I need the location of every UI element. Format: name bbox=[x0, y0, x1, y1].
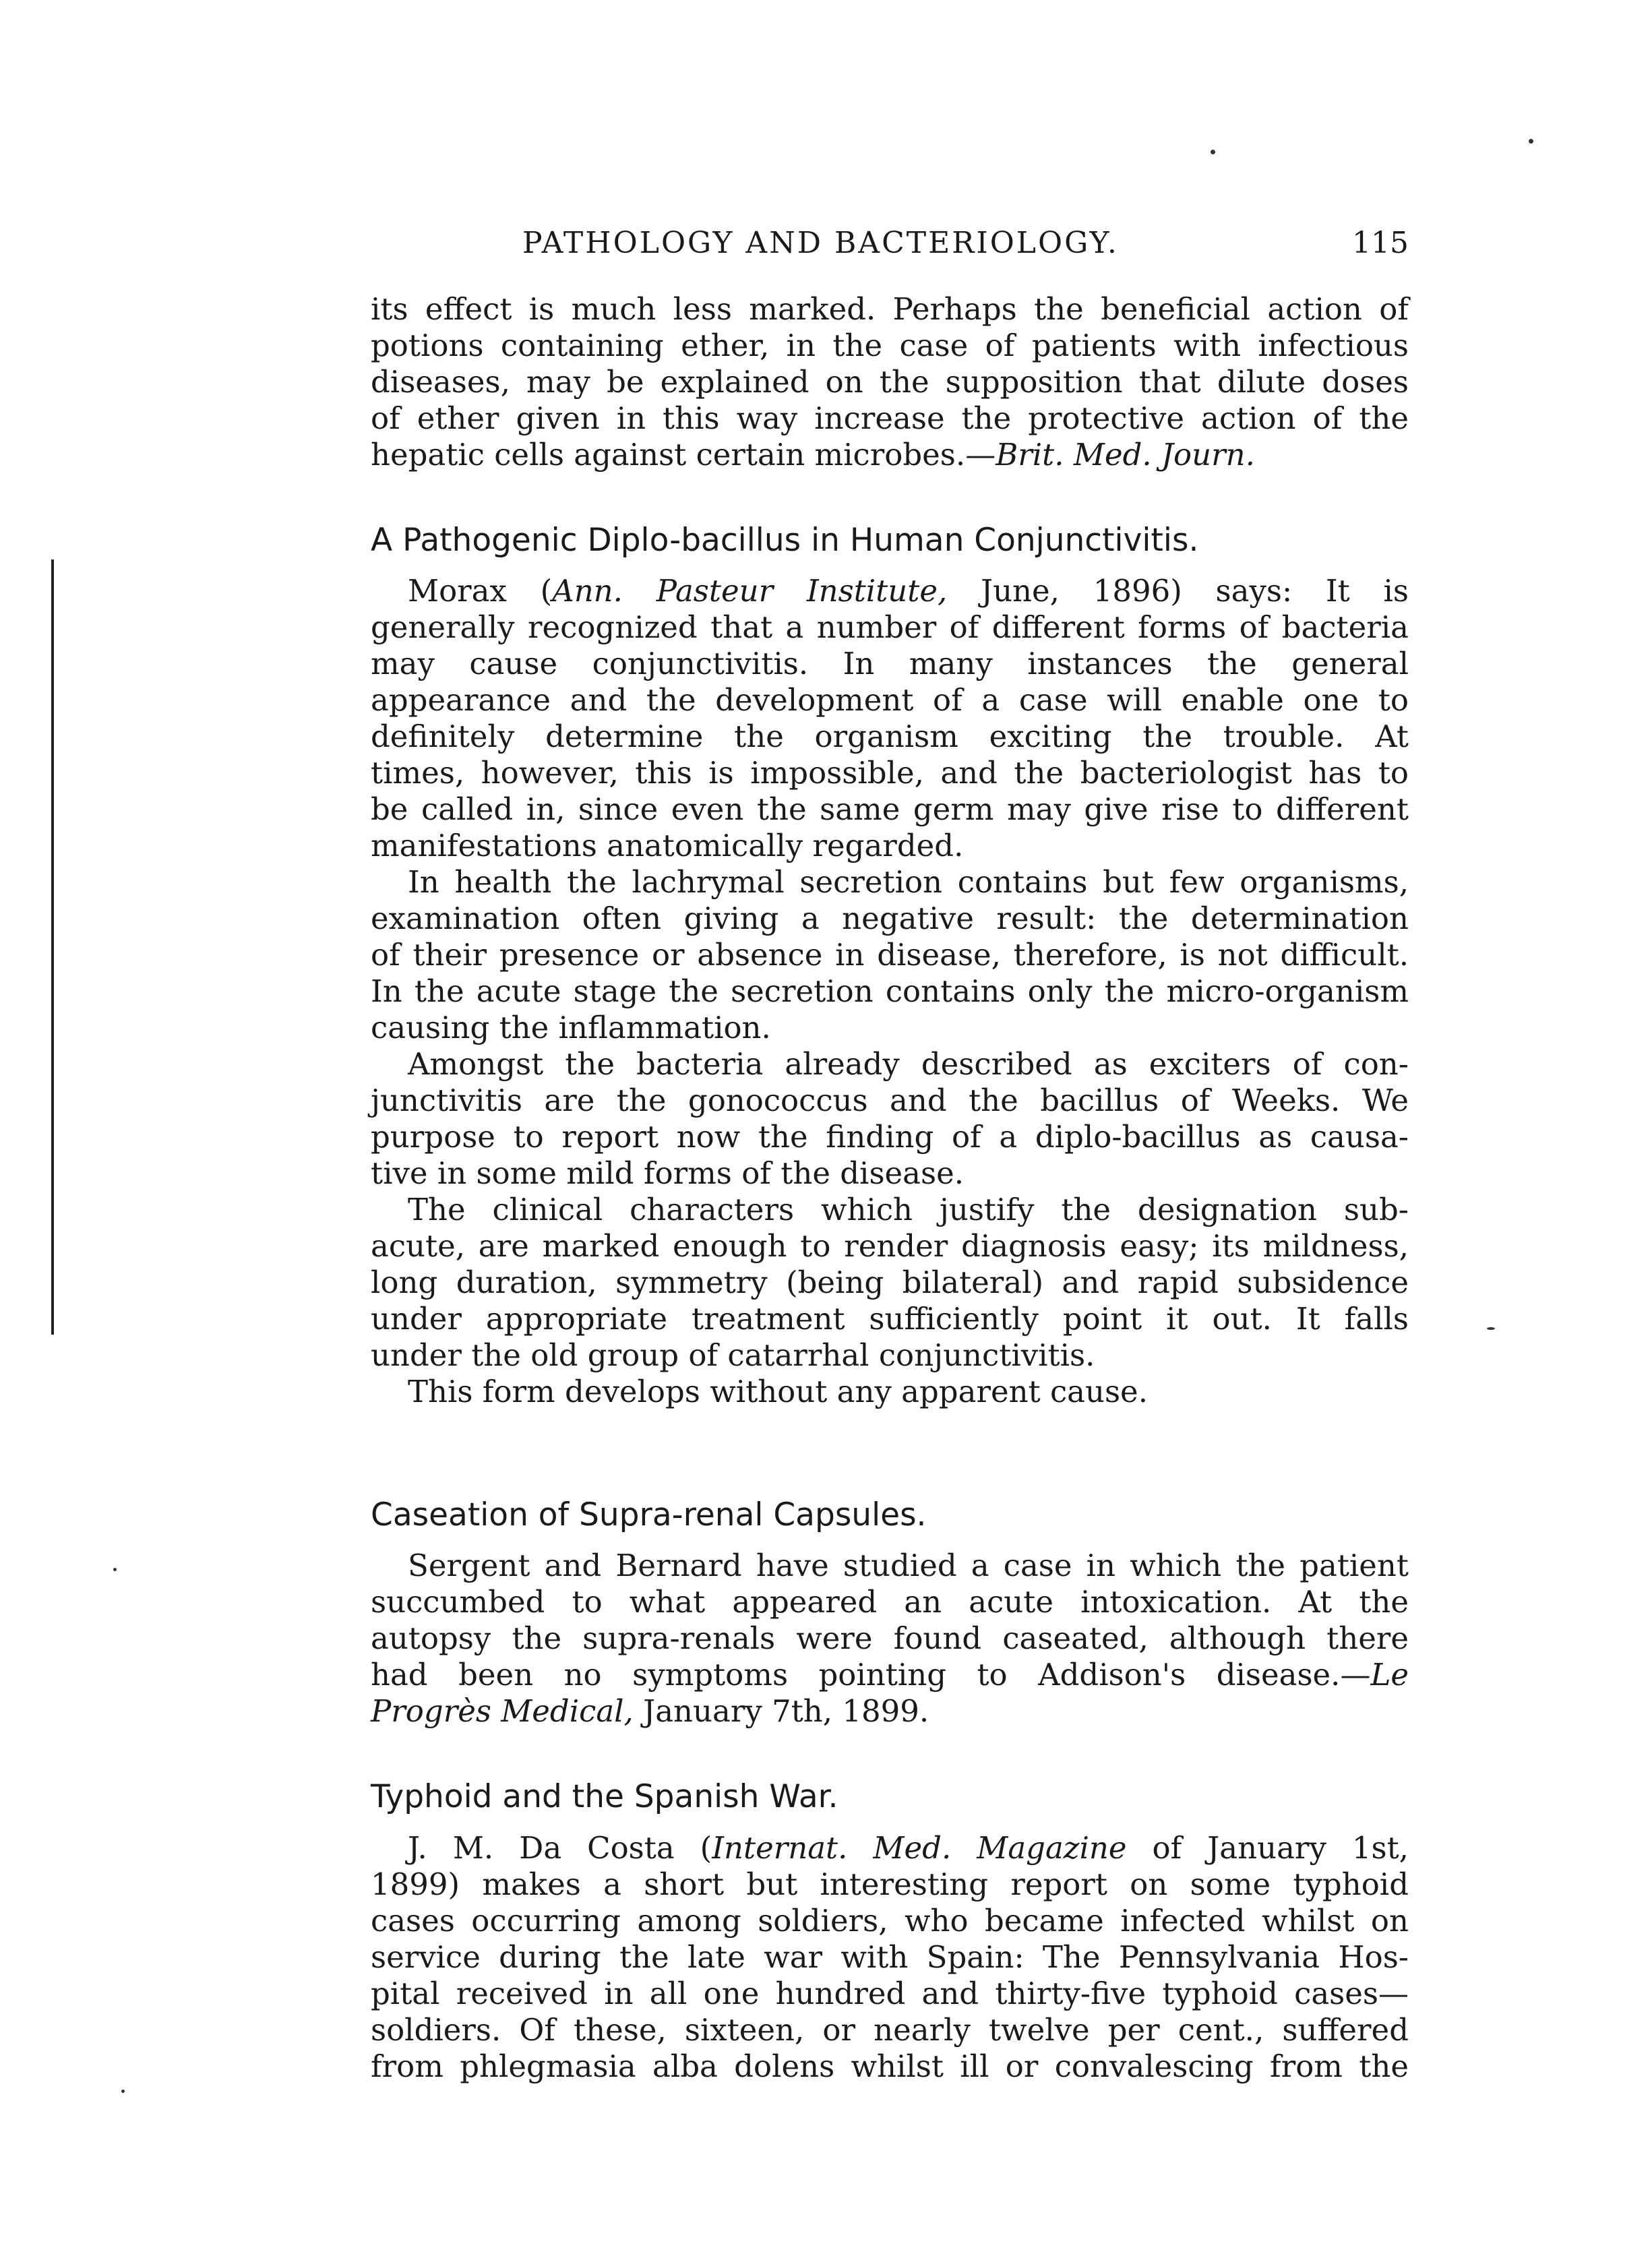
speck-2 bbox=[1529, 139, 1533, 144]
text-fragment: J. M. Da Costa ( bbox=[408, 1830, 712, 1866]
section-caseation bbox=[371, 1495, 1409, 1535]
text-line bbox=[371, 573, 1409, 609]
text-line: junctivitis are the gonococcus and the bacillus of Weeks. We bbox=[371, 1083, 1409, 1118]
text-line: times, however, this is impossible, and the bacteriologist has to bbox=[371, 755, 1409, 791]
text-line: Sergent and Bernard have studied a case in which the patient bbox=[408, 1548, 1409, 1583]
journal-title: Internat. Med. Magazine bbox=[712, 1830, 1127, 1866]
text-line: acute, are marked enough to render diagnosis easy; its mildness, bbox=[371, 1228, 1409, 1264]
section-3-body bbox=[371, 1830, 1409, 2085]
text-line: Amongst the bacteria already described as exciters of con- bbox=[408, 1046, 1409, 1082]
text-line bbox=[371, 1693, 1409, 1730]
text-line: cases occurring among soldiers, who became infected whilst on bbox=[371, 1903, 1409, 1939]
text-line bbox=[371, 1657, 1409, 1693]
text-line: from phlegmasia alba dolens whilst ill or convalescing from the bbox=[371, 2048, 1409, 2084]
section-1-body bbox=[371, 573, 1409, 1410]
text-line: service during the late war with Spain: The Pennsylvania Hos- bbox=[371, 1939, 1409, 1975]
text-line: under the old group of catarrhal conjunctivitis. bbox=[371, 1337, 1095, 1373]
text-line: tive in some mild forms of the disease. bbox=[371, 1155, 965, 1191]
text-line: generally recognized that a number of different forms of bacteria bbox=[371, 609, 1409, 645]
text-line: potions containing ether, in the case of patients with infectious bbox=[371, 328, 1409, 363]
text-line: under appropriate treatment sufficiently point it out. It falls bbox=[371, 1301, 1409, 1337]
text-line: The clinical characters which justify the designation sub- bbox=[408, 1192, 1409, 1227]
section-heading: A Pathogenic Diplo-bacillus in Human Conjunctivitis. bbox=[371, 522, 1199, 559]
text-line: of their presence or absence in disease, therefore, is not difficult. bbox=[371, 937, 1409, 973]
text-line: manifestations anatomically regarded. bbox=[371, 828, 964, 863]
section-heading: Typhoid and the Spanish War. bbox=[371, 1778, 838, 1815]
text-line bbox=[371, 437, 1409, 473]
text-line: soldiers. Of these, sixteen, or nearly twelve per cent., suffered bbox=[371, 2012, 1409, 2048]
section-typhoid bbox=[371, 1777, 1409, 1817]
text-line bbox=[371, 1830, 1409, 1866]
text-line: definitely determine the organism exciting the trouble. At bbox=[371, 719, 1409, 754]
page-number: 115 bbox=[1352, 226, 1409, 260]
speck-5 bbox=[121, 2090, 125, 2093]
text-line: appearance and the development of a case will enable one to bbox=[371, 682, 1409, 718]
section-2-body bbox=[371, 1548, 1409, 1730]
text-line: succumbed to what appeared an acute intoxication. At the bbox=[371, 1584, 1409, 1620]
journal-title: Progrès Medical, bbox=[371, 1693, 634, 1729]
text-line: may cause conjunctivitis. In many instances the general bbox=[371, 646, 1409, 681]
text-fragment: of January 1st, bbox=[1126, 1830, 1409, 1866]
text-line: diseases, may be explained on the supposition that dilute doses bbox=[371, 364, 1409, 400]
running-title: PATHOLOGY AND BACTERIOLOGY. bbox=[522, 226, 1119, 260]
margin-rule bbox=[51, 559, 54, 1335]
text-fragment: June, 1896) says: It is bbox=[947, 573, 1409, 609]
citation: —Le bbox=[1340, 1657, 1409, 1693]
text-fragment: hepatic cells against certain microbes. bbox=[371, 437, 966, 473]
text-line: In health the lachrymal secretion contains but few organisms, bbox=[408, 864, 1409, 900]
speck-4 bbox=[113, 1568, 117, 1571]
text-line: long duration, symmetry (being bilateral) and rapid subsidence bbox=[371, 1265, 1409, 1300]
speck-1 bbox=[1211, 150, 1215, 154]
text-line: autopsy the supra-renals were found caseated, although there bbox=[371, 1620, 1409, 1656]
section-diplo-bacillus bbox=[371, 520, 1409, 561]
text-line: be called in, since even the same germ may give rise to different bbox=[371, 791, 1409, 827]
text-line: purpose to report now the finding of a diplo-bacillus as causa- bbox=[371, 1119, 1409, 1155]
speck-3 bbox=[1487, 1327, 1495, 1330]
text-line: causing the inflammation. bbox=[371, 1010, 771, 1045]
text-fragment: Morax ( bbox=[408, 573, 553, 609]
intro-paragraph bbox=[371, 291, 1409, 473]
text-fragment: had been no symptoms pointing to Addison's disease. bbox=[371, 1657, 1341, 1693]
running-head bbox=[371, 226, 1409, 266]
citation: —Brit. Med. Journ. bbox=[965, 437, 1255, 473]
text-line: In the acute stage the secretion contains only the micro-organism bbox=[371, 973, 1409, 1009]
journal-title: Ann. Pasteur Institute, bbox=[552, 573, 948, 609]
text-line: its effect is much less marked. Perhaps the beneficial action of bbox=[371, 291, 1409, 327]
section-heading: Caseation of Supra-renal Capsules. bbox=[371, 1496, 927, 1533]
text-line: of ether given in this way increase the protective action of the bbox=[371, 400, 1409, 436]
text-fragment: January 7th, 1899. bbox=[633, 1693, 929, 1729]
text-line: examination often giving a negative result: the determination bbox=[371, 901, 1409, 936]
text-line: pital received in all one hundred and thirty-five typhoid cases— bbox=[371, 1976, 1409, 2011]
text-line: 1899) makes a short but interesting report on some typhoid bbox=[371, 1866, 1409, 1902]
text-line: This form develops without any apparent cause. bbox=[408, 1374, 1148, 1409]
